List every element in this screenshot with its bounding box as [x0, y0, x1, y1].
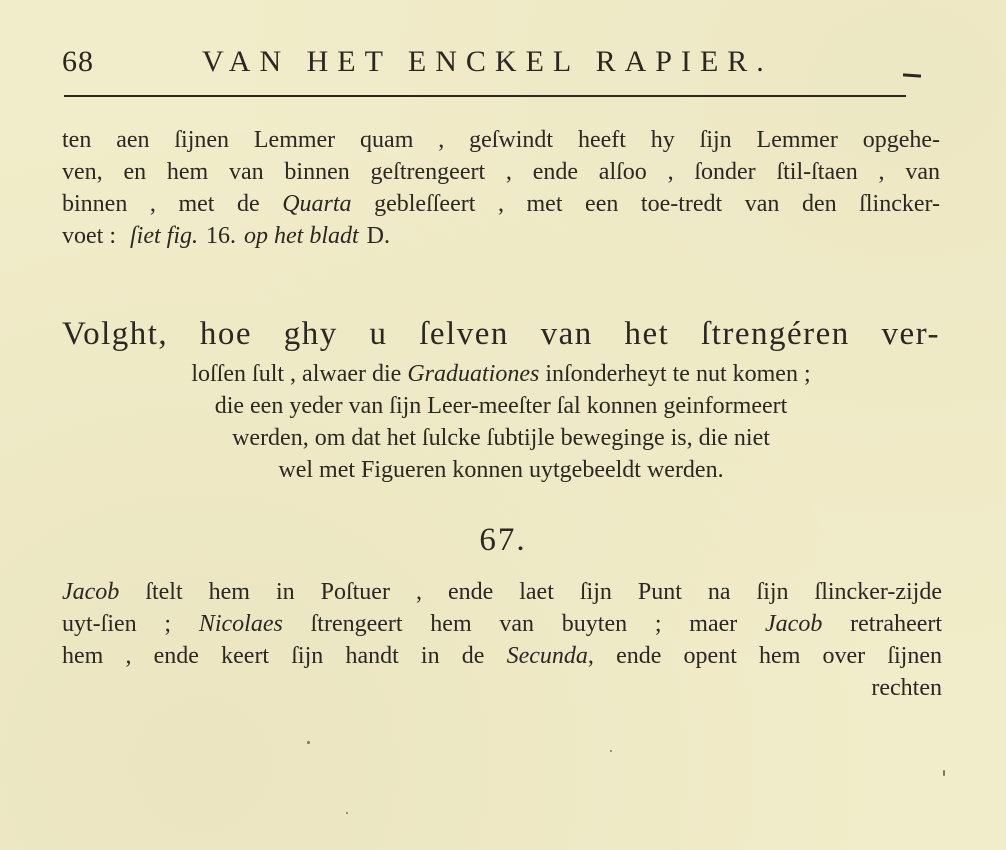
text-run: ſtelt hem in Poſtuer , ende laet ſijn Punt na ſijn ſlincker-zijde	[145, 579, 942, 605]
text-line	[62, 220, 940, 252]
text-line	[62, 640, 942, 672]
scan-speck	[307, 741, 310, 744]
subtext-line: wel met Figueren konnen uytgebeeldt werden.	[278, 457, 724, 483]
italic-term: Quarta	[282, 191, 352, 217]
italic-term: Secunda	[506, 643, 588, 669]
text-run: D.	[366, 223, 390, 249]
header-rule	[64, 95, 906, 97]
scan-speck	[943, 770, 945, 776]
paragraph-continued	[62, 124, 940, 252]
text-run: loſſen ſult , alwaer die	[191, 361, 402, 387]
subtext-line: die een yeder van ſijn Leer-meeſter ſal konnen geinformeert	[214, 393, 788, 419]
text-line: ven, en hem van binnen geſtrengeert , ende alſoo , ſonder ſtil-ſtaen , van	[62, 159, 940, 185]
figure-number: 16.	[206, 223, 236, 249]
text-run: binnen , met de	[62, 191, 260, 217]
section-heading-subtext	[60, 358, 942, 486]
scan-speck	[610, 750, 612, 752]
text-line: ten aen ſijnen Lemmer quam , geſwindt heeft hy ſijn Lemmer opgehe-	[62, 127, 940, 153]
scan-speck	[346, 812, 348, 814]
italic-name: Nicolaes	[198, 611, 283, 637]
page-number: 68	[62, 45, 94, 78]
text-line	[62, 576, 942, 608]
text-run: ſtrengeert hem van buyten ; maer	[310, 611, 738, 637]
paragraph-section-67	[62, 576, 942, 704]
subtext-line: werden, om dat het ſulcke ſubtijle beweginge is, die niet	[232, 425, 770, 451]
text-line	[62, 608, 942, 640]
italic-reference: op het bladt	[244, 223, 359, 249]
subtext-line	[60, 358, 942, 390]
text-line	[62, 188, 940, 220]
running-header	[62, 40, 922, 84]
text-run: voet :	[62, 223, 116, 249]
section-heading: Volght, hoe ghy u ſelven van het ſtrengéren ver-	[62, 316, 940, 352]
text-run: hem , ende keert ſijn handt in de	[62, 643, 485, 669]
text-run: inſonderheyt te nut komen ;	[545, 361, 811, 387]
running-title: VAN HET ENCKEL RAPIER.	[202, 45, 773, 78]
text-run: uyt-ſien ;	[62, 611, 172, 637]
italic-name: Jacob	[62, 579, 120, 605]
italic-name: Jacob	[765, 611, 823, 637]
section-number: 67.	[479, 522, 527, 558]
text-run: gebleſſeert , met een toe-tredt van den ſlincker-	[374, 191, 940, 217]
italic-term: Graduationes	[407, 361, 540, 387]
text-run: retraheert	[850, 611, 943, 637]
italic-reference: ſiet fig.	[130, 223, 198, 249]
catchword: rechten	[871, 675, 942, 701]
text-run: , ende opent hem over ſijnen	[587, 643, 942, 669]
